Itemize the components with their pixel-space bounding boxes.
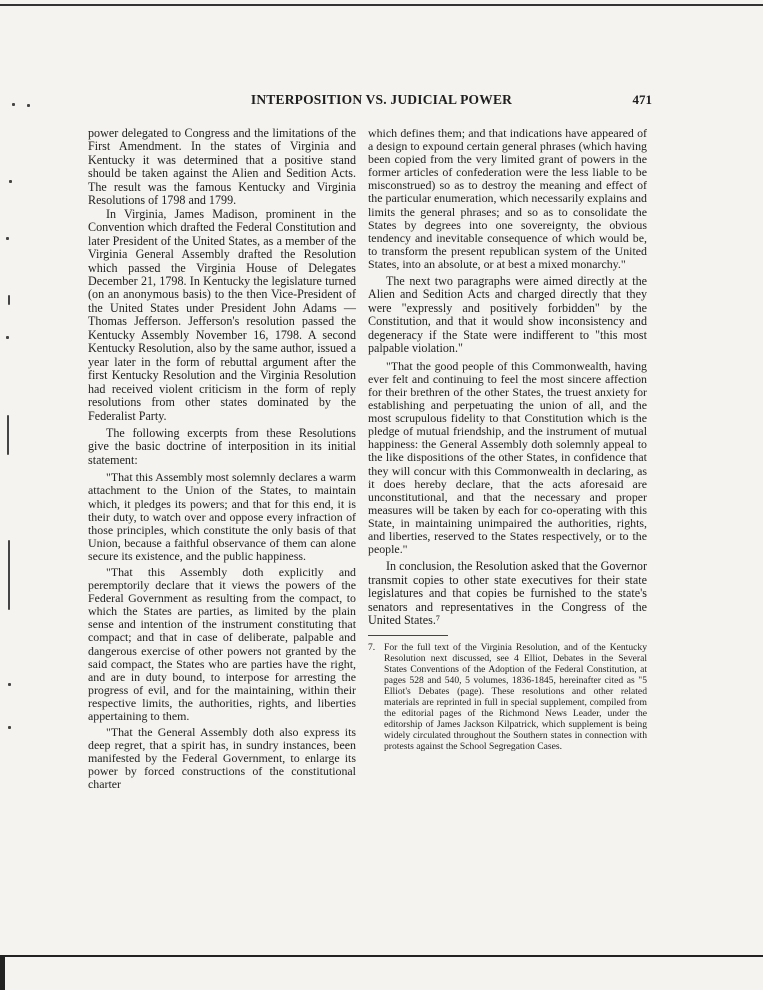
paragraph: power delegated to Congress and the limitations of the First Amendment. In the states of Virginia and Kentucky it was determined that a positive stand should be taken against the Alien and Sedition Acts. The result was the famous Kentucky and Virginia Resolutions of 1798 and 1799. <box>88 126 356 208</box>
page-number: 471 <box>632 92 652 107</box>
left-column <box>88 127 356 792</box>
footnote-number: 7. <box>368 642 376 654</box>
paragraph: The next two paragraphs were aimed directly at the Alien and Sedition Acts and charged directly that they were "expressly and positively forbidden" by the Constitution, and that it would show inconsistency and degeneracy if the State were indifferent to "this most palpable violation." <box>368 274 647 356</box>
block-quote: "That the General Assembly doth also express its deep regret, that a spirit has, in sundry instances, been manifested by the Federal Government, to enlarge its power by forced constructions of the constitutional charter <box>88 725 356 792</box>
block-quote: "That this Assembly most solemnly declares a warm attachment to the Union of the States, to maintain which, it pledges its powers; and that for this end, it is their duty, to watch over and oppose every infraction of those principles, which constitute the only basis of that Union, because a faithful observance of them can alone secure its existence, and the public happiness. <box>88 470 356 563</box>
margin-mark <box>8 295 10 305</box>
margin-mark <box>7 415 9 455</box>
paragraph: In Virginia, James Madison, prominent in the Convention which drafted the Federal Constitution and later President of the United States, as a member of the Virginia General Assembly drafted the Resolution which passed the Virginia House of Delegates December 21, 1798. In Kentucky the legislature turned (on an anonymous basis) to the then Vice-President of the United States under President John Adams —Thomas Jefferson. Jefferson's resolution passed the Kentucky Assembly November 16, 1798. A second Kentucky Resolution, also by the same author, issued a year later in the form of rebuttal argument after the first Kentucky Resolution and the Virginia Resolution had received violent criticism in the form of reply resolutions from other states dominated by the Federalist Party. <box>88 206 356 423</box>
margin-mark <box>9 180 12 183</box>
bottom-bar <box>0 955 5 990</box>
block-quote: "That this Assembly doth explicitly and peremptorily declare that it views the powers of the Federal Government as resulting from the compact, to which the States are parties, as limited by the plain sense and intention of the instrument constituting that compact; and that in case of deliberate, palpable and dangerous exercise of other powers not granted by the said compact, the States who are parties have the right, and are in duty bound, to interpose for arresting the progress of evil, and for the maintaining, within their respective limits, the authorities, rights, and liberties appertaining to them. <box>88 564 356 724</box>
paragraph: The following excerpts from these Resolutions give the basic doctrine of interposition in its initial statement: <box>88 425 356 467</box>
margin-mark <box>8 540 10 610</box>
margin-mark <box>8 683 11 686</box>
block-quote: "That the good people of this Commonwealth, having ever felt and continuing to feel the most sincere affection for their brethren of the other States, the truest anxiety for establishing and perpetuating the union of all, and the most scrupulous fidelity to that Constitution which is the pledge of mutual friendship, and the instrument of mutual happiness: the General Assembly doth solemnly appeal to the like dispositions of the other States, in confidence that they will concur with this Commonwealth in declaring, as it does hereby declare, that the acts aforesaid are unconstitutional, and that the necessary and proper measures will be taken by each for co-operating with this State, in maintaining unimpaired the authorities, rights, and liberties, reserved to the States respectively, or to the people." <box>368 358 647 557</box>
top-rule <box>0 4 763 6</box>
page-header <box>0 92 763 110</box>
margin-mark <box>8 726 11 729</box>
right-column <box>368 127 647 752</box>
bottom-rule <box>0 955 763 957</box>
footnote-text: For the full text of the Virginia Resolution, and of the Kentucky Resolution next discussed, see 4 Elliot, Debates in the Several States Conventions of the Adoption of the Federal Constitution, at pages 528 and 540, 5 volumes, 1836-1845, hereinafter cited as "5 Elliot's Debates (page). These resolutions and other related materials are reprinted in full in special supplement, compiled from the editorial pages of the Richmond News Leader, under the editorship of James Jackson Kilpatrick, which supplement is being widely circulated throughout the Southern states in connection with protests against the School Segregation Cases. <box>384 642 647 753</box>
running-head: INTERPOSITION VS. JUDICIAL POWER <box>250 92 513 107</box>
paragraph: In conclusion, the Resolution asked that the Governor transmit copies to other state executives for their state legislatures and that copies be furnished to the state's senators and representatives in the Congress of the United States.⁷ <box>368 559 647 627</box>
footnote <box>368 642 647 752</box>
margin-mark <box>6 237 9 240</box>
block-quote: which defines them; and that indications have appeared of a design to expound certain general phrases (which having been copied from the very limited grant of powers in the former articles of confederation were the less liable to be misconstrued) so as to destroy the meaning and effect of the particular enumeration, which necessarily explains and limits the general phrases; and so as to consolidate the States by degrees into one sovereignty, the obvious tendency and inevitable consequence of which would be, to transform the present republican system of the United States, into an absolute, or at best a mixed monarchy." <box>368 126 647 271</box>
footnote-rule <box>368 635 448 636</box>
margin-mark <box>6 336 9 339</box>
